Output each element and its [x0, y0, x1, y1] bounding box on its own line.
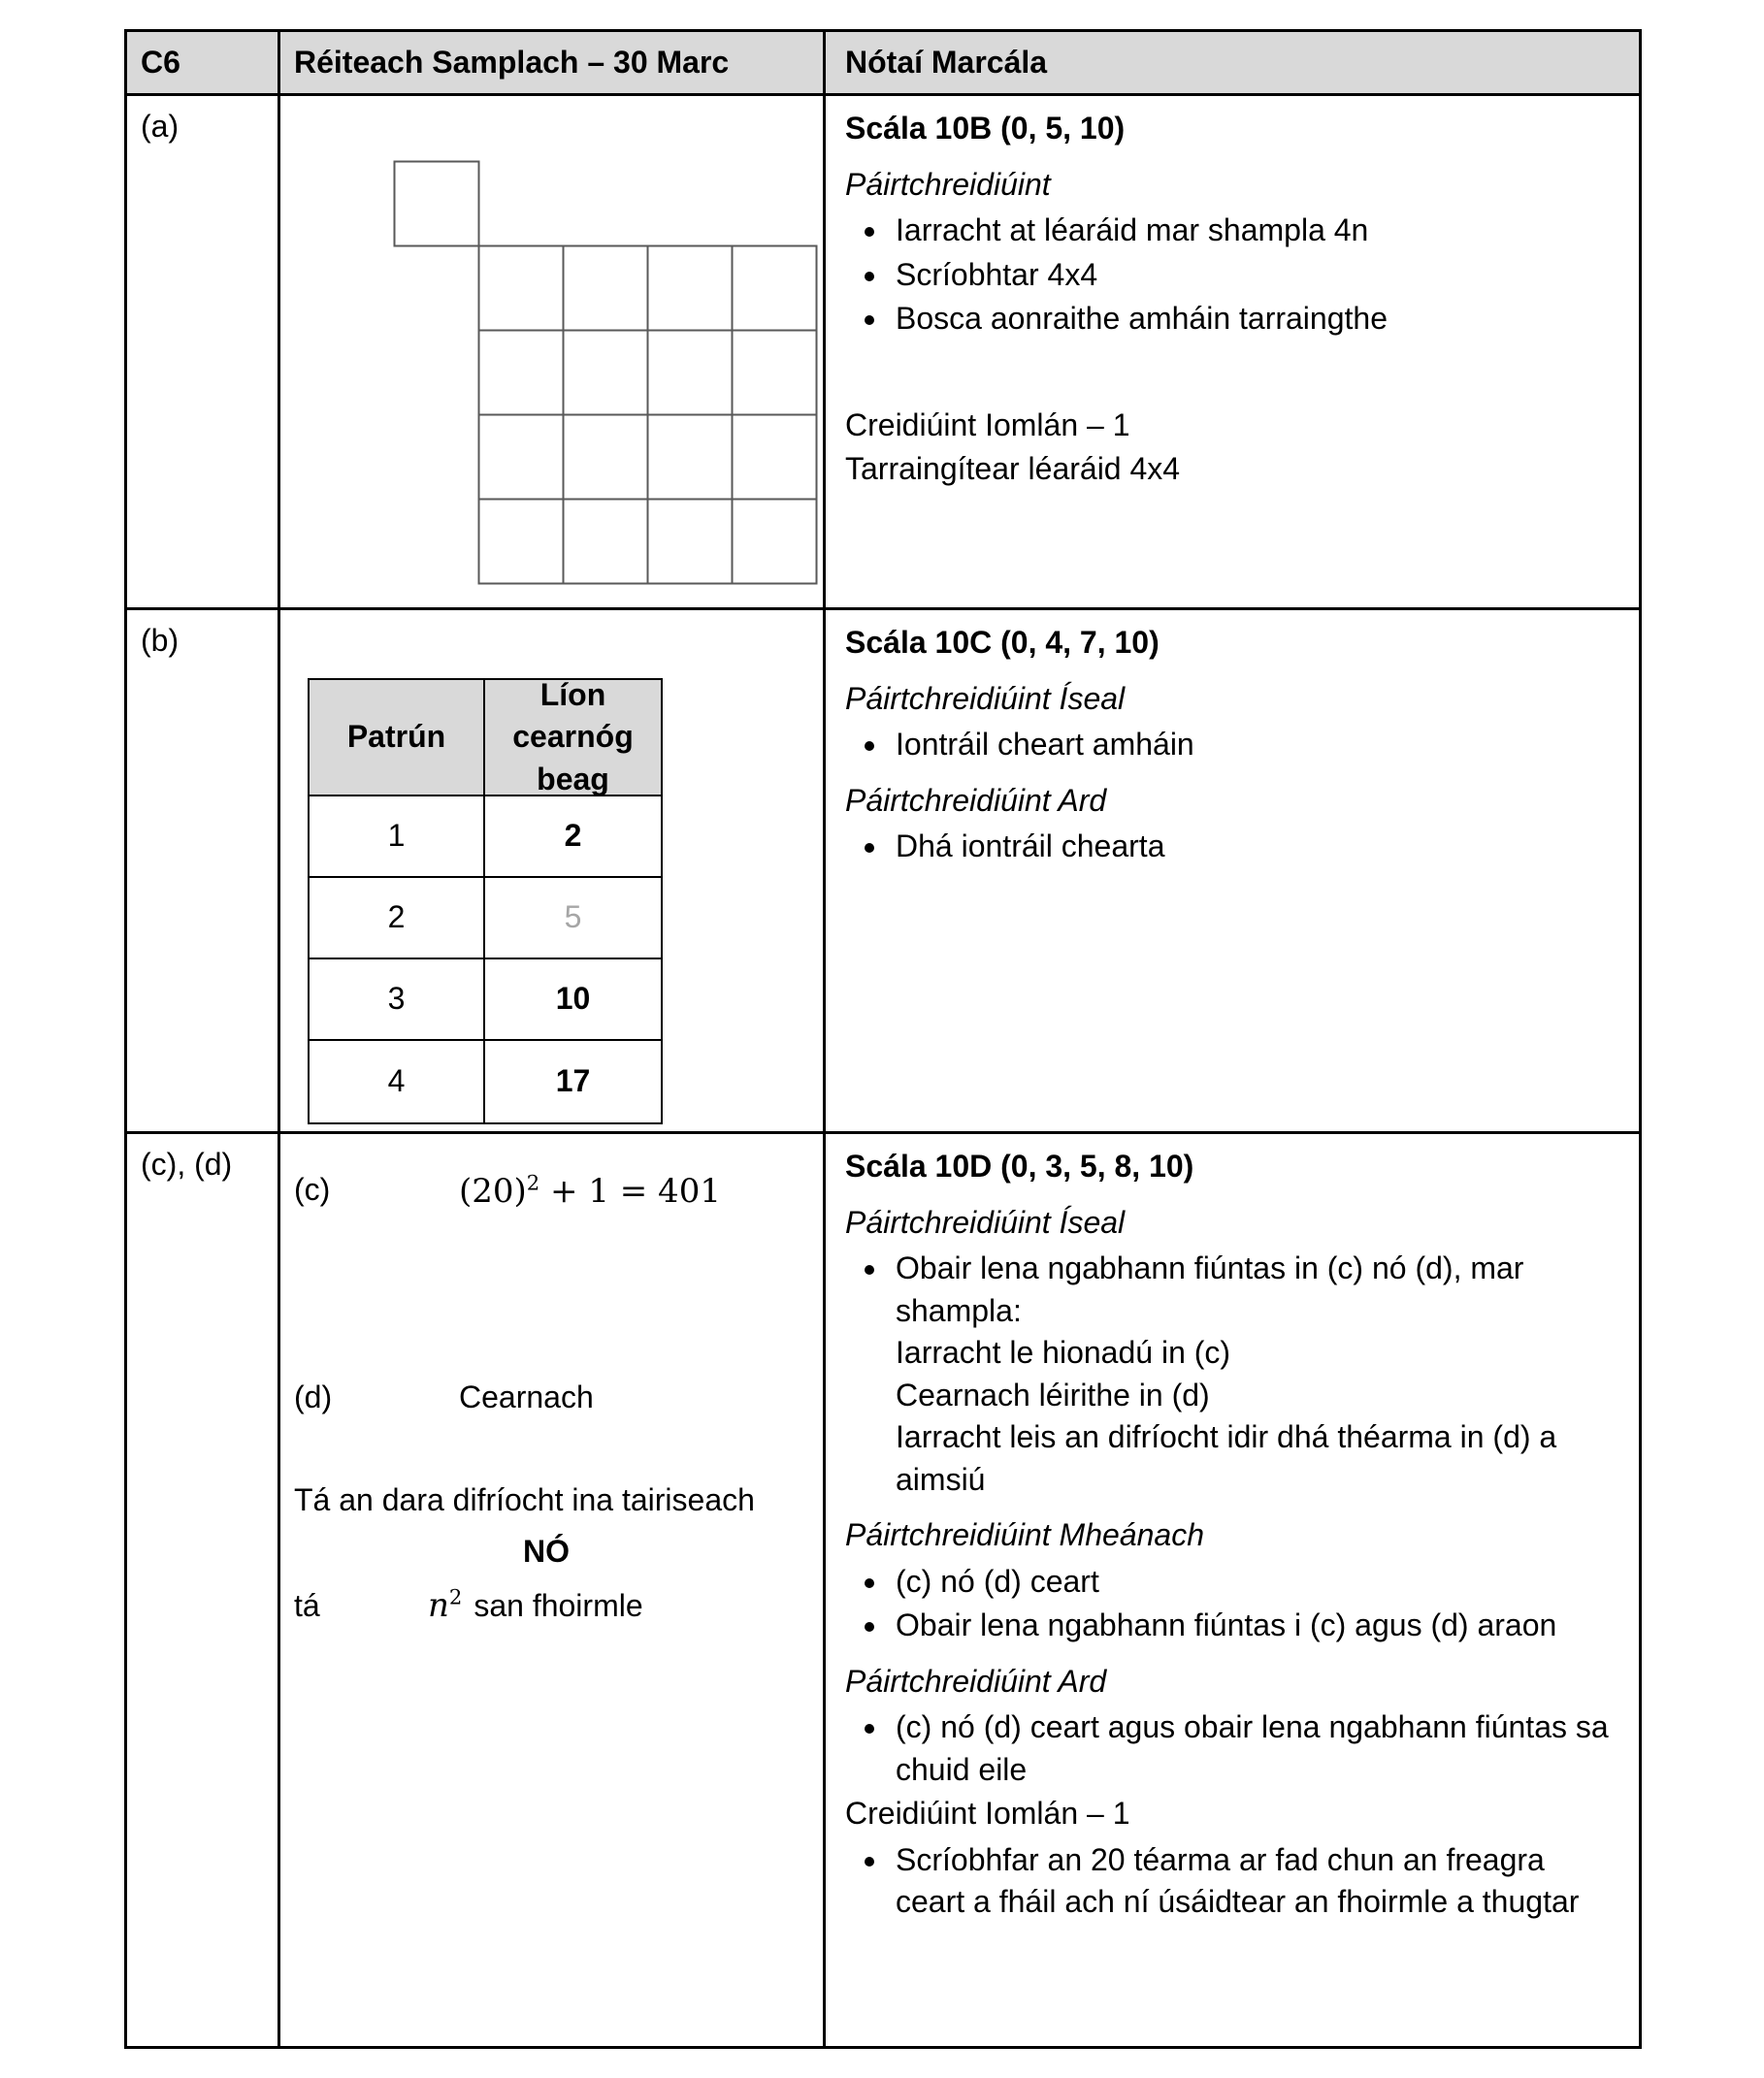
note-bullet: • Obair lena ngabhann fiúntas i (c) agus (d) araon	[890, 1605, 1616, 1647]
part-c-expression	[459, 1169, 721, 1214]
full-credit-description: Tarraingítear léaráid 4x4	[845, 451, 1181, 487]
header-marking-notes: Nótaí Marcála	[845, 44, 1048, 80]
scale-10b: Scála 10B (0, 5, 10)	[845, 111, 1126, 146]
note-bullet: • Iarracht at léaráid mar shampla 4n	[890, 210, 1616, 252]
note-bullet	[890, 1248, 1616, 1501]
full-credit-line: Creidiúint Iomlán – 1	[845, 406, 1130, 442]
pattern-table-row	[310, 959, 661, 1041]
part-d-label: (d)	[294, 1380, 333, 1415]
pattern-number: 3	[310, 959, 485, 1039]
part-a-notes-cell	[826, 96, 1639, 607]
partial-credit-low-list	[845, 1248, 1616, 1501]
variable-exponent: 2	[448, 1584, 463, 1609]
note-bullet: • Bosca aonraithe amháin tarraingthe	[890, 298, 1616, 341]
pattern-number: 4	[310, 1041, 485, 1122]
partial-credit-high-list	[845, 1706, 1616, 1791]
pattern-table-header	[310, 676, 661, 796]
alt-prefix: tá	[294, 1587, 320, 1623]
partial-credit-mid-list	[845, 1561, 1616, 1647]
expression-result: + 1 = 401	[539, 1172, 721, 1211]
note-bullet: • Dhá iontráil chearta	[890, 826, 1616, 868]
note-bullet: • (c) nó (d) ceart agus obair lena ngabhann fiúntas sa chuid eile	[890, 1706, 1616, 1791]
second-difference-statement: Tá an dara difríocht ina tairiseach	[294, 1481, 755, 1517]
part-a-label: (a)	[127, 96, 280, 607]
example-line: Cearnach léirithe in (d)	[896, 1377, 1210, 1412]
or-connector: NÓ	[523, 1534, 570, 1570]
expression-base: (20)	[459, 1172, 527, 1211]
table-header-row	[127, 32, 1639, 96]
marking-scheme-table	[124, 29, 1642, 2049]
pattern-table	[308, 678, 663, 1124]
partial-credit-mid-heading: Páirtchreidiúint Mheánach	[845, 1517, 1204, 1553]
scale-10d: Scála 10D (0, 3, 5, 8, 10)	[845, 1149, 1194, 1184]
part-cd-label: (c), (d)	[127, 1134, 280, 2046]
part-cd-notes-cell	[826, 1134, 1639, 2046]
part-b-solution-cell	[280, 610, 826, 1131]
partial-credit-heading: Páirtchreidiúint	[845, 166, 1051, 202]
note-bullet: • Scríobhfar an 20 téarma ar fad chun an freagra ceart a fháil ach ní úsáidtear an fhoirmle a thugtar	[890, 1839, 1616, 1924]
header-question-number: C6	[127, 32, 280, 93]
single-square	[395, 162, 479, 246]
grid-4x4	[479, 246, 817, 584]
pattern-table-row	[310, 1041, 661, 1122]
expression-exponent: 2	[526, 1170, 540, 1195]
example-line: Iarracht leis an difríocht idir dhá théarma in (d) a aimsiú	[896, 1419, 1557, 1497]
part-c-line	[294, 1169, 811, 1214]
partial-credit-high-heading: Páirtchreidiúint Ard	[845, 782, 1107, 818]
square-count: 17	[555, 1063, 591, 1099]
n-squared-expression	[428, 1583, 462, 1628]
row-part-b	[127, 610, 1639, 1134]
square-count-given: 5	[564, 899, 582, 935]
part-d-line	[294, 1377, 811, 1419]
note-bullet: • (c) nó (d) ceart	[890, 1561, 1616, 1604]
scale-10c: Scála 10C (0, 4, 7, 10)	[845, 625, 1160, 660]
pattern-table-row	[310, 796, 661, 878]
example-line: Iarracht le hionadú in (c)	[896, 1335, 1231, 1371]
partial-credit-high-heading: Páirtchreidiúint Ard	[845, 1663, 1107, 1699]
squares-diagram	[393, 160, 823, 597]
count-column-header: Líon cearnóg beag	[512, 676, 634, 796]
full-credit-line: Creidiúint Iomlán – 1	[845, 1796, 1130, 1832]
alternative-statement	[294, 1583, 811, 1628]
part-b-label: (b)	[127, 610, 280, 1131]
low-bullet-intro: Obair lena ngabhann fiúntas in (c) nó (d), mar shampla:	[896, 1250, 1524, 1328]
pattern-number: 1	[310, 796, 485, 876]
header-sample-solution: Réiteach Samplach – 30 Marc	[280, 32, 826, 93]
partial-credit-low-heading: Páirtchreidiúint Íseal	[845, 1204, 1126, 1240]
partial-credit-list	[845, 210, 1616, 341]
part-d-answer: Cearnach	[459, 1380, 594, 1415]
partial-credit-low-list	[845, 724, 1616, 766]
row-part-cd	[127, 1134, 1639, 2046]
part-b-notes-cell	[826, 610, 1639, 1131]
partial-credit-high-list	[845, 826, 1616, 868]
alt-suffix: san fhoirmle	[474, 1587, 643, 1623]
row-part-a	[127, 96, 1639, 610]
part-a-solution-cell	[280, 96, 826, 607]
note-bullet: • Scríobhtar 4x4	[890, 254, 1616, 297]
partial-credit-low-heading: Páirtchreidiúint Íseal	[845, 680, 1126, 716]
staircase-squares-diagram-svg	[393, 160, 818, 585]
pattern-number: 2	[310, 878, 485, 958]
pattern-column-header: Patrún	[310, 680, 485, 795]
note-bullet: • Iontráil cheart amháin	[890, 724, 1616, 766]
part-cd-solution-cell	[280, 1134, 826, 2046]
part-c-label: (c)	[294, 1172, 331, 1207]
full-credit-list	[845, 1839, 1616, 1924]
variable-n: n	[428, 1585, 449, 1625]
square-count: 10	[555, 981, 591, 1017]
pattern-table-row	[310, 878, 661, 959]
part-cd-solution	[280, 1134, 823, 1628]
square-count: 2	[564, 818, 582, 854]
